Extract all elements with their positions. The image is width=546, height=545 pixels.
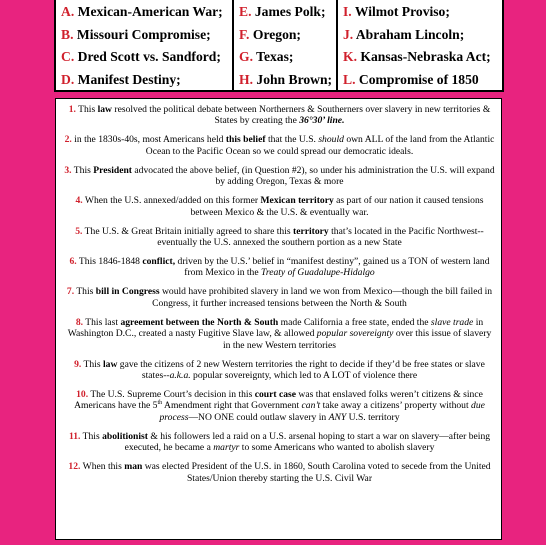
item-letter: J.	[343, 26, 354, 42]
question-number: 1.	[68, 104, 76, 115]
question-text: as part of our nation it caused tensions between Mexico & the U.S. & eventually war.	[190, 195, 484, 218]
question-text: gave the citizens of 2 new Western territories the right to decide if they’d be free states or slave states--	[117, 358, 485, 382]
question-text: territory	[293, 225, 329, 237]
question-text: This 1846-1848	[76, 256, 143, 268]
item-letter: E.	[239, 4, 252, 19]
question-text: take away a citizens’ property without	[320, 400, 472, 412]
item-term: Wilmot Proviso;	[354, 4, 450, 19]
question-text: a.k.a.	[169, 370, 191, 382]
question-text: This	[75, 104, 98, 115]
question-item	[64, 461, 495, 484]
question-text: —NO ONE could outlaw slavery in	[188, 411, 329, 423]
word-bank-item	[239, 24, 336, 47]
question-text: Treaty of Guadalupe-Hidalgo	[261, 267, 375, 279]
question-item	[64, 286, 495, 309]
word-bank	[54, 0, 504, 92]
question-text: bill in Congress	[95, 286, 160, 298]
question-number: 5.	[75, 225, 83, 237]
question-number: 9.	[74, 358, 82, 370]
question-text: martyr	[213, 442, 240, 454]
question-number: 2.	[64, 134, 72, 146]
item-term: John Brown;	[256, 71, 333, 87]
item-term: Dred Scott vs. Sandford;	[77, 49, 221, 64]
word-bank-column	[338, 0, 506, 91]
question-text: When the U.S. annexed/added on this former	[82, 195, 261, 207]
question-text: man	[124, 461, 143, 473]
question-text: & his followers led a raid on a U.S. arsenal hoping to start a war on slavery—after being executed, he became a	[124, 430, 491, 454]
item-term: James Polk;	[254, 4, 326, 19]
question-number: 4.	[75, 195, 83, 207]
word-bank-item	[343, 69, 506, 92]
word-bank-item	[61, 46, 232, 69]
item-term: Manifest Destiny;	[77, 71, 181, 87]
question-text: U.S. territory	[346, 411, 400, 423]
question-item	[64, 134, 495, 157]
item-letter: C.	[61, 49, 75, 64]
question-text: was elected President of the U.S. in 1860, South Carolina voted to secede from the United States/Union thereby starting the U.S. Civil War	[142, 461, 491, 484]
item-term: Mexican-American War;	[77, 4, 223, 19]
word-bank-item	[61, 1, 232, 24]
question-text: slave trade	[430, 316, 474, 328]
question-text: can’t	[301, 400, 321, 412]
question-number: 11.	[68, 430, 81, 442]
question-number: 3.	[64, 164, 72, 176]
item-letter: H.	[239, 71, 253, 87]
question-text: was that enslaved folks weren’t citizens & since Americans have the 5	[74, 389, 483, 412]
item-letter: K.	[343, 49, 357, 64]
word-bank-item	[343, 24, 506, 47]
question-number: 12.	[68, 461, 81, 473]
item-term: Missouri Compromise;	[76, 26, 211, 42]
question-text: This	[80, 430, 103, 442]
word-bank-item	[343, 46, 506, 69]
question-item	[64, 104, 495, 127]
question-text: law	[103, 358, 118, 370]
word-bank-item	[343, 1, 506, 24]
question-text: abolitionist	[102, 430, 148, 442]
question-text: This	[81, 358, 103, 370]
word-bank-column	[56, 0, 234, 91]
question-text: This	[74, 286, 96, 298]
question-item	[64, 389, 495, 423]
question-text: should	[318, 134, 344, 146]
question-text: made California a free state, ended the	[278, 316, 431, 328]
item-term: Oregon;	[252, 26, 301, 42]
question-text: This	[71, 164, 94, 176]
question-text: 36°30’ line.	[299, 115, 345, 127]
question-text: The U.S. & Great Britain initially agreed to share this	[82, 225, 294, 237]
question-number: 8.	[75, 316, 84, 328]
question-text: President	[93, 164, 132, 176]
question-text: law	[97, 104, 112, 115]
question-text: over this issue of slavery in the new Western territories	[222, 328, 492, 351]
question-text: popular sovereignty	[316, 328, 394, 340]
item-letter: A.	[61, 4, 75, 19]
question-text: ANY	[328, 411, 347, 423]
item-letter: L.	[343, 71, 356, 87]
word-bank-column	[234, 0, 338, 91]
question-text: that’s located in the Pacific Northwest--eventually the U.S. annexed the southern portion as a new State	[157, 225, 484, 249]
question-number: 7.	[66, 286, 75, 298]
question-text: conflict,	[142, 256, 176, 268]
question-number: 6.	[69, 256, 77, 268]
question-text: court case	[254, 389, 297, 401]
question-item	[64, 165, 495, 188]
question-text: This last	[83, 316, 121, 328]
question-text: own ALL of the land from the Atlantic Ocean to the Pacific Ocean so we could spread our democratic ideals.	[145, 134, 495, 157]
question-text: would have prohibited slavery in land we won from Mexico—though the bill failed in Congress, it further increased tensions between the North & South	[152, 286, 493, 309]
item-letter: I.	[343, 4, 352, 19]
item-letter: B.	[61, 26, 74, 42]
questions-panel	[55, 98, 502, 540]
question-text: this belief	[225, 134, 266, 146]
question-text: When this	[80, 461, 125, 473]
question-text: due process	[159, 400, 485, 423]
word-bank-item	[61, 69, 232, 92]
word-bank-item	[239, 46, 336, 69]
word-bank-item	[239, 69, 336, 92]
question-text: Mexican territory	[260, 195, 334, 207]
question-number: 10.	[76, 389, 89, 401]
word-bank-item	[239, 1, 336, 24]
question-text: driven by the U.S.’ belief in “manifest destiny”, gained us a TON of western land from Mexico in the	[175, 256, 490, 279]
item-term: Abraham Lincoln;	[355, 26, 465, 42]
item-letter: G.	[239, 49, 253, 64]
question-item	[64, 256, 495, 279]
question-text: in the 1830s-40s, most Americans held	[71, 134, 226, 146]
question-item	[64, 226, 495, 249]
question-text: agreement between the North & South	[120, 316, 279, 328]
item-term: Compromise of 1850	[358, 71, 479, 87]
question-item	[64, 431, 495, 454]
item-letter: F.	[239, 26, 250, 42]
question-item	[64, 317, 495, 351]
question-text: popular sovereignty, which led to A LOT of violence there	[190, 370, 418, 382]
question-text: Amendment right that Government	[162, 400, 302, 412]
question-item	[64, 195, 495, 218]
question-text: that the U.S.	[265, 134, 319, 146]
question-text: in Washington D.C., created a nasty Fugitive Slave law, & allowed	[67, 316, 484, 340]
item-letter: D.	[61, 71, 75, 87]
item-term: Kansas-Nebraska Act;	[360, 49, 491, 64]
item-term: Texas;	[256, 49, 294, 64]
question-text: The U.S. Supreme Court’s decision in this	[88, 389, 255, 401]
question-text: th	[157, 400, 163, 407]
word-bank-item	[61, 24, 232, 47]
question-text: resolved the political debate between Northerners & Southerners over slavery in new territories & States by creating the	[111, 104, 491, 127]
question-text: advocated the above belief, (in Question #2), so under his administration the U.S. will expand by adding Oregon, Texas & more	[132, 164, 495, 188]
question-text: to some Americans who wanted to abolish slavery	[239, 442, 435, 454]
question-item	[64, 359, 495, 382]
